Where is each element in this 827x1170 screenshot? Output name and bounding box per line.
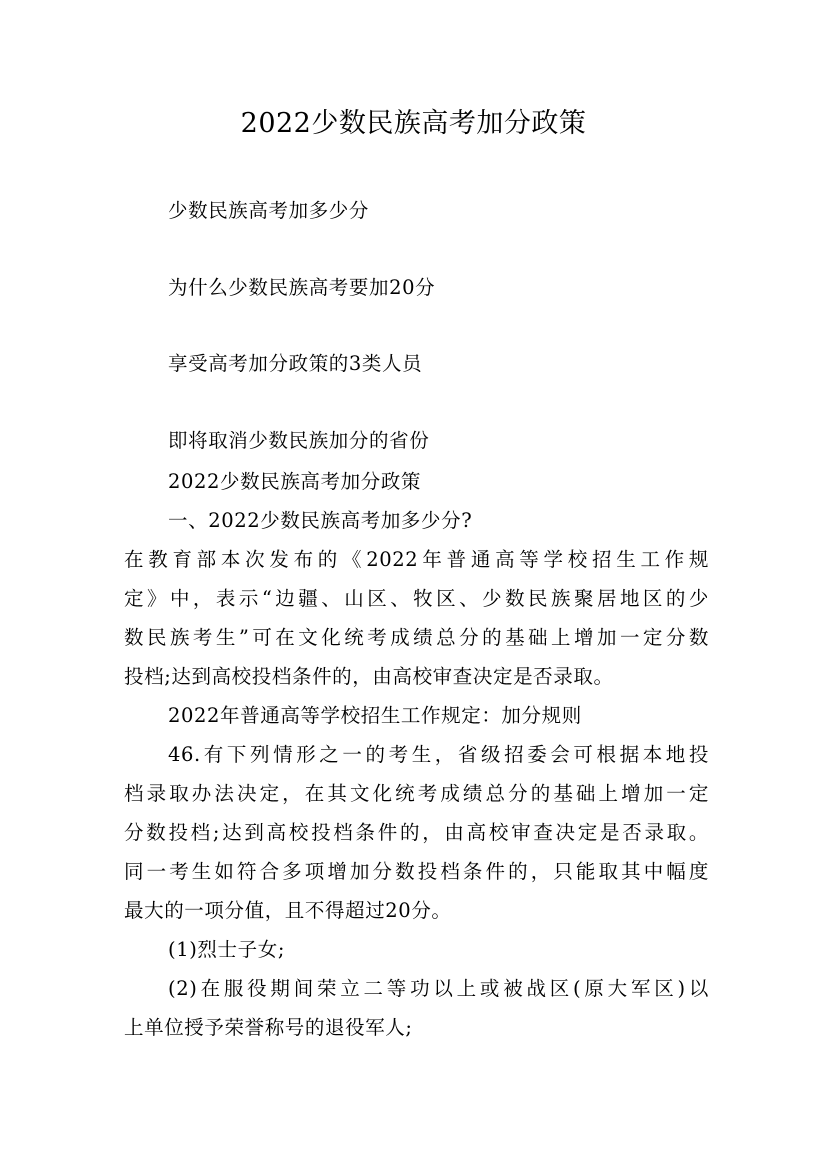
list-item-continuation: 上单位授予荣誉称号的退役军人; — [124, 1016, 413, 1039]
paragraph-line: 定》中，表示“边疆、山区、牧区、少数民族聚居地区的少 — [124, 587, 709, 610]
section-heading: 2022少数民族高考加分政策 — [168, 470, 422, 493]
paragraph-line: 在教育部本次发布的《2022年普通高等学校招生工作规 — [124, 548, 709, 571]
toc-item: 为什么少数民族高考要加20分 — [168, 276, 436, 299]
toc-item: 即将取消少数民族加分的省份 — [168, 429, 430, 452]
paragraph-line: 数民族考生”可在文化统考成绩总分的基础上增加一定分数 — [124, 626, 709, 649]
paragraph-line: 投档;达到高校投档条件的，由高校审查决定是否录取。 — [124, 665, 614, 688]
paragraph-line: 46.有下列情形之一的考生，省级招委会可根据本地投 — [168, 743, 709, 766]
toc-item: 享受高考加分政策的3类人员 — [168, 352, 423, 375]
toc-item: 少数民族高考加多少分 — [168, 199, 370, 222]
paragraph-line: 最大的一项分值，且不得超过20分。 — [124, 899, 452, 922]
paragraph-line: 分数投档;达到高校投档条件的，由高校审查决定是否录取。 — [124, 821, 709, 844]
paragraph-line: 同一考生如符合多项增加分数投档条件的，只能取其中幅度 — [124, 860, 709, 883]
list-item: (2)在服役期间荣立二等功以上或被战区(原大军区)以 — [168, 977, 709, 1000]
question-heading: 一、2022少数民族高考加多少分? — [168, 509, 473, 532]
list-item: (1)烈士子女; — [168, 938, 285, 961]
document-title: 2022少数民族高考加分政策 — [240, 108, 587, 139]
rule-heading: 2022年普通高等学校招生工作规定：加分规则 — [168, 704, 582, 727]
paragraph-line: 档录取办法决定，在其文化统考成绩总分的基础上增加一定 — [124, 782, 709, 805]
